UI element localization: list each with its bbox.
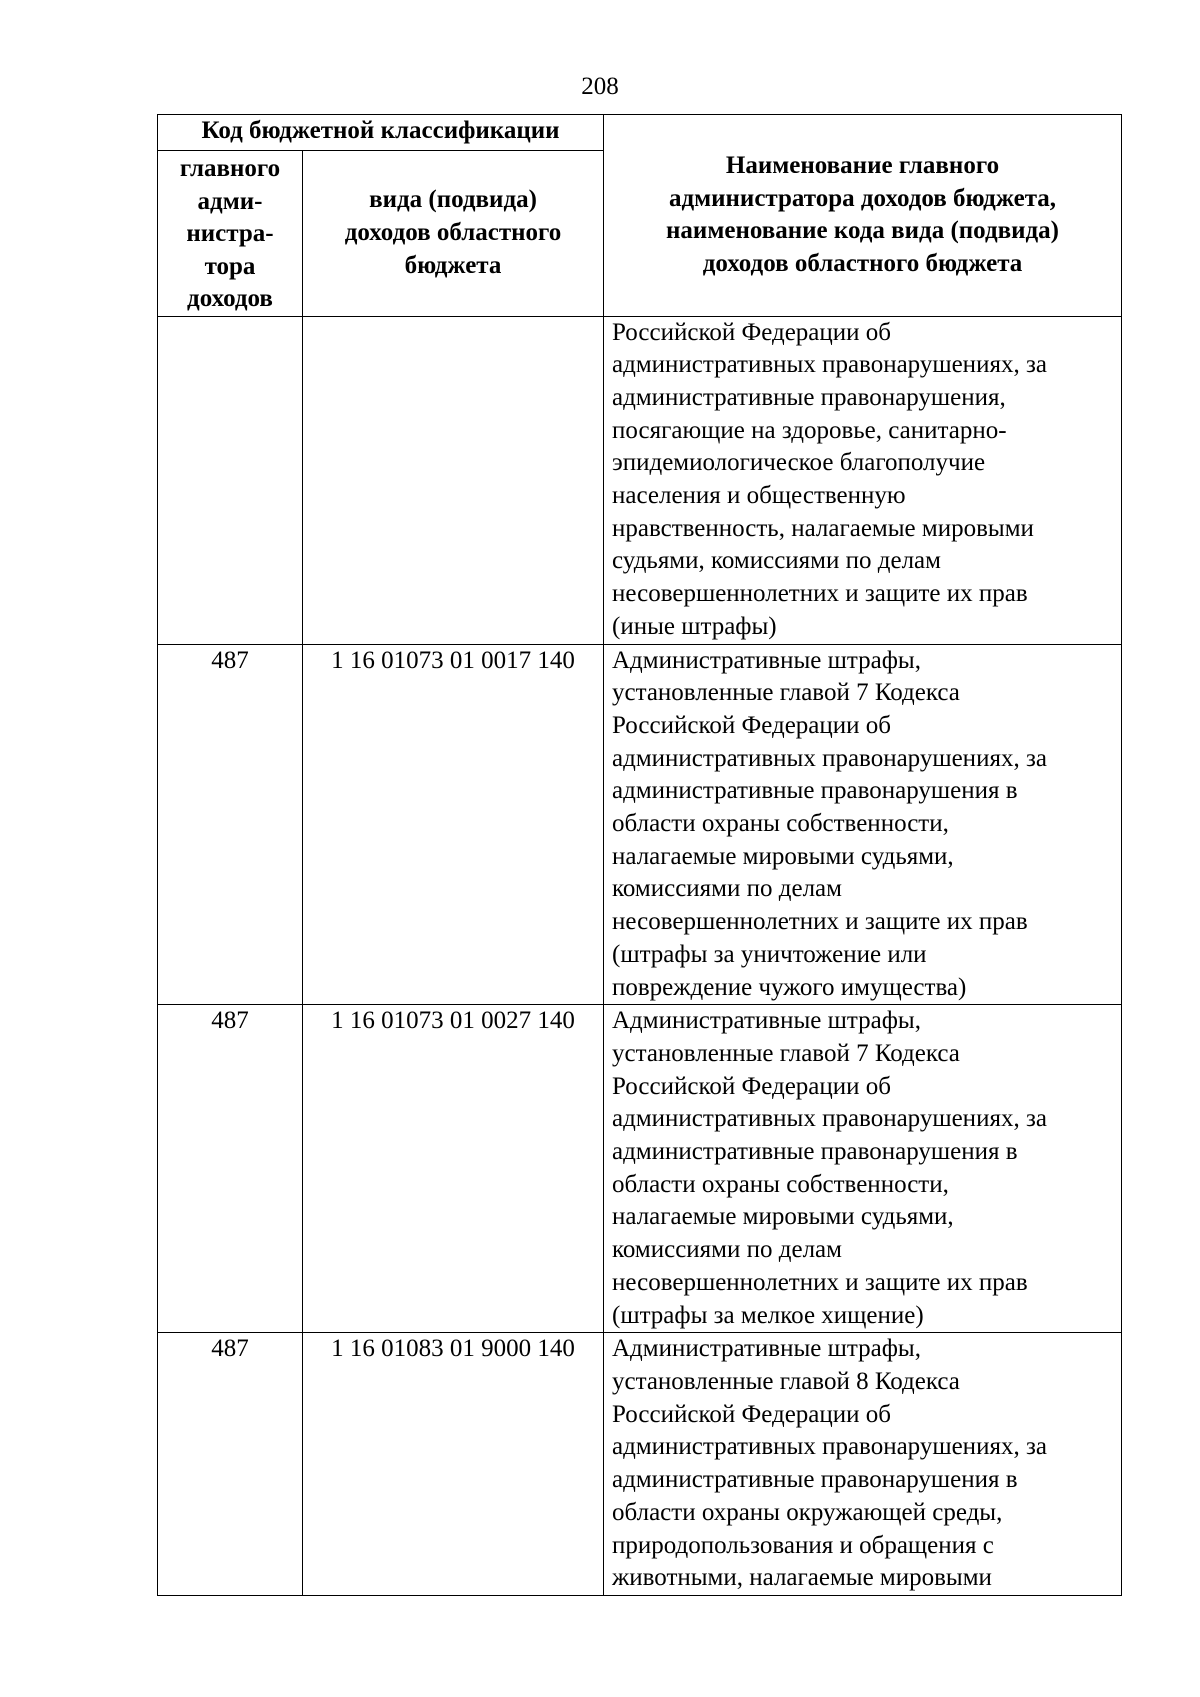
name-cell [604,1333,1122,1596]
header-code-column [303,151,604,317]
table-row [158,316,1122,644]
table-row [158,1005,1122,1333]
name-text: Российской Федерации об административных правонарушениях, за административные правонарушения, посягающие на здоровье, санитарно- эпидемиологическое благополучие населения и общественную нравственность, налагаемые мировыми судьями, комиссиями по делам несовершеннолетних и защите их прав (иные штрафы) [612,318,1047,640]
name-cell [604,316,1122,644]
name-cell [604,1005,1122,1333]
code-cell: 1 16 01083 01 9000 140 [303,1333,604,1596]
code-cell [303,316,604,644]
header-admin-column [158,151,303,317]
header-budget-code-group: Код бюджетной классификации [158,115,604,151]
admin-cell: 487 [158,1005,303,1333]
header-name-column [604,115,1122,317]
page-number: 208 [581,73,619,100]
table-row [158,644,1122,1005]
admin-cell: 487 [158,644,303,1005]
table-row [158,1333,1122,1596]
name-text: Административные штрафы, установленные главой 7 Кодекса Российской Федерации об административных правонарушениях, за административные правонарушения в области охраны собственности, налагаемые мировыми судьями, комиссиями по делам несовершеннолетних и защите их прав (штрафы за уничтожение или повреждение чужого имущества) [612,646,1047,1001]
admin-cell [158,316,303,644]
header-admin-text: главного адми- нистра- тора доходов [179,155,281,312]
code-cell: 1 16 01073 01 0027 140 [303,1005,604,1333]
header-code-text: вида (подвида) доходов областного бюджета [344,186,562,279]
name-text: Административные штрафы, установленные главой 8 Кодекса Российской Федерации об административных правонарушениях, за административные правонарушения в области охраны окружающей среды, природопользования и обращения с животными, налагаемые мировыми [612,1335,1047,1592]
name-cell [604,644,1122,1005]
name-text: Административные штрафы, установленные главой 7 Кодекса Российской Федерации об административных правонарушениях, за административные правонарушения в области охраны собственности, налагаемые мировыми судьями, комиссиями по делам несовершеннолетних и защите их прав (штрафы за мелкое хищение) [612,1007,1047,1329]
header-name-text: Наименование главного администратора доходов бюджета, наименование кода вида (подвида) доходов областного бюджета [666,151,1059,277]
code-cell: 1 16 01073 01 0017 140 [303,644,604,1005]
budget-classification-table [157,114,1122,1596]
admin-cell: 487 [158,1333,303,1596]
